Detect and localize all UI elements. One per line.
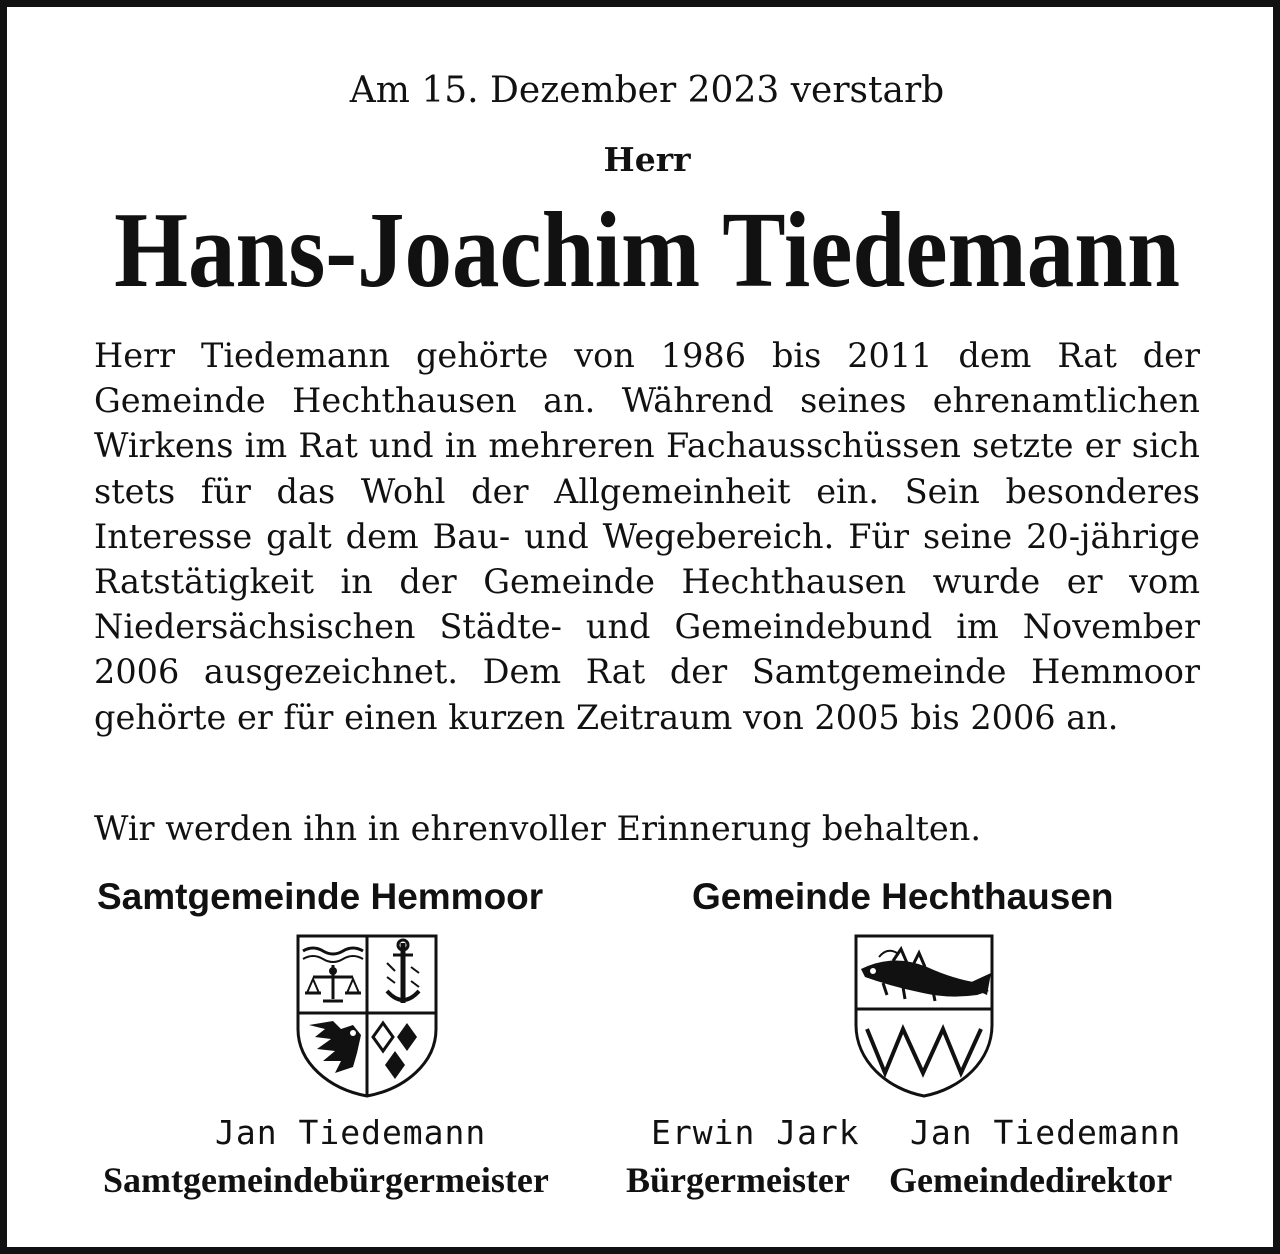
salutation: Herr (603, 140, 691, 179)
biography-paragraph: Herr Tiedemann gehörte von 1986 bis 2011 dem Rat der Gemeinde Hechthausen an. Während seines ehrenamtlichen Wirkens im Rat und in mehreren Fachausschüssen setzte er sich stets für das Wohl der Allgemeinheit ein. Sein besonderes Interesse galt dem Bau- und Wegebereich. Für seine 20-jährige Ratstätigkeit in der Gemeinde Hechthausen wurde er vom Niedersächsischen Städte- und Gemeindebund im November 2006 ausgezeichnet. Dem Rat der Samtgemeinde Hemmoor gehörte er für einen kurzen Zeitraum von 2005 bis 2006 an. (94, 336, 1200, 737)
hemmoor-coat-of-arms-icon (295, 933, 439, 1099)
signatory-title-3: Gemeindedirektor (889, 1160, 1173, 1200)
signatory-name-1: Jan Tiedemann (215, 1113, 487, 1152)
biography-text (94, 333, 1200, 740)
signatory-title-2: Bürgermeister (626, 1160, 850, 1200)
intro-line: Am 15. Dezember 2023 verstarb (349, 70, 945, 111)
org-name-hemmoor: Samtgemeinde Hemmoor (97, 876, 544, 917)
deceased-name: Hans-Joachim Tiedemann (114, 191, 1180, 310)
closing-line: Wir werden ihn in ehrenvoller Erinnerung behalten. (94, 809, 981, 848)
hechthausen-coat-of-arms-icon (853, 933, 995, 1099)
signatory-name-2: Erwin Jark (651, 1113, 860, 1152)
signatory-title-1: Samtgemeindebürgermeister (103, 1160, 549, 1200)
org-name-hechthausen: Gemeinde Hechthausen (692, 876, 1114, 917)
signatory-name-3: Jan Tiedemann (910, 1113, 1182, 1152)
